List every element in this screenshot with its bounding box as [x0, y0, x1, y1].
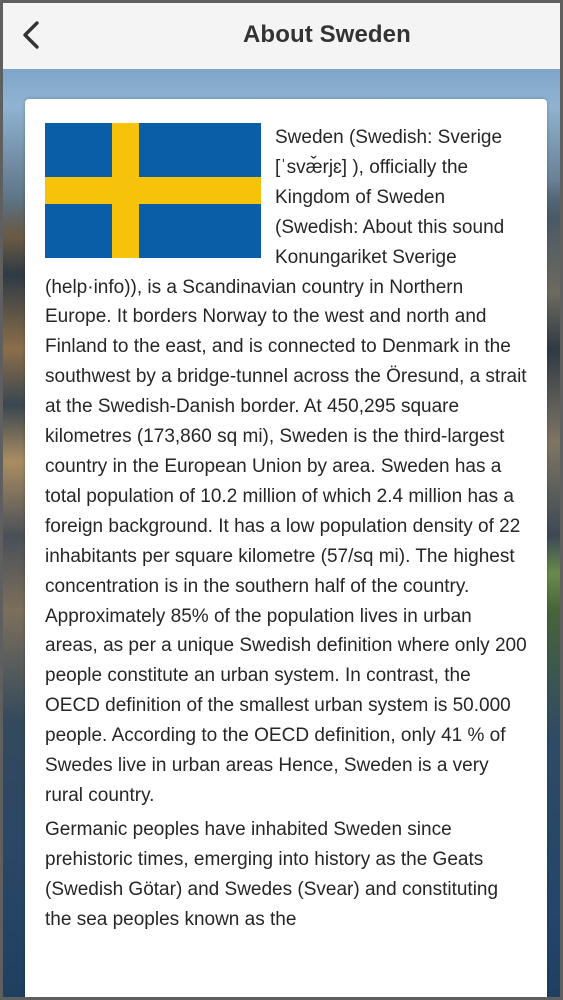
content-card[interactable] [25, 99, 547, 1000]
background-photo-left-strip [3, 69, 25, 1000]
chevron-left-icon [20, 20, 42, 50]
article-text [45, 123, 529, 934]
article-paragraph: Germanic peoples have inhabited Sweden since prehistoric times, emerging into history as the Geats (Swedish Götar) and Swedes (Svear) and constituting the sea peoples known as the [45, 818, 499, 930]
article-paragraph: Sweden (Swedish: Sverige [ˈsvæ̌rjɛ] ), officially the Kingdom of Sweden (Swedish: About this sound Konungariket Sverige (help·info)), is a Scandinavian country in Northern Europe. It borders Norway to the west and north and Finland to the east, and is connected to Denmark in the southwest by a bridge-tunnel across the Öresund, a strait at the Swedish-Danish border. At 450,295 square kilometres (173,860 sq mi), Sweden is the third-largest country in the European Union by area. Sweden has a total population of 10.2 million of which 2.4 million has a foreign background. It has a low population density of 22 inhabitants per square kilometre (57/sq mi). The highest concentration is in the southern half of the country. Approximately 85% of the population lives in urban areas, as per a unique Swedish definition where only 200 people constitute an urban system. In contrast, the OECD definition of the smallest urban system is 50.000 people. According to the OECD definition, only 41 % of Swedes live in urban areas Hence, Sweden is a very rural country. [45, 127, 527, 806]
flag-spacer [45, 123, 275, 260]
back-button[interactable] [13, 15, 49, 55]
page-title: About Sweden [243, 21, 411, 48]
header-bar [3, 3, 560, 70]
